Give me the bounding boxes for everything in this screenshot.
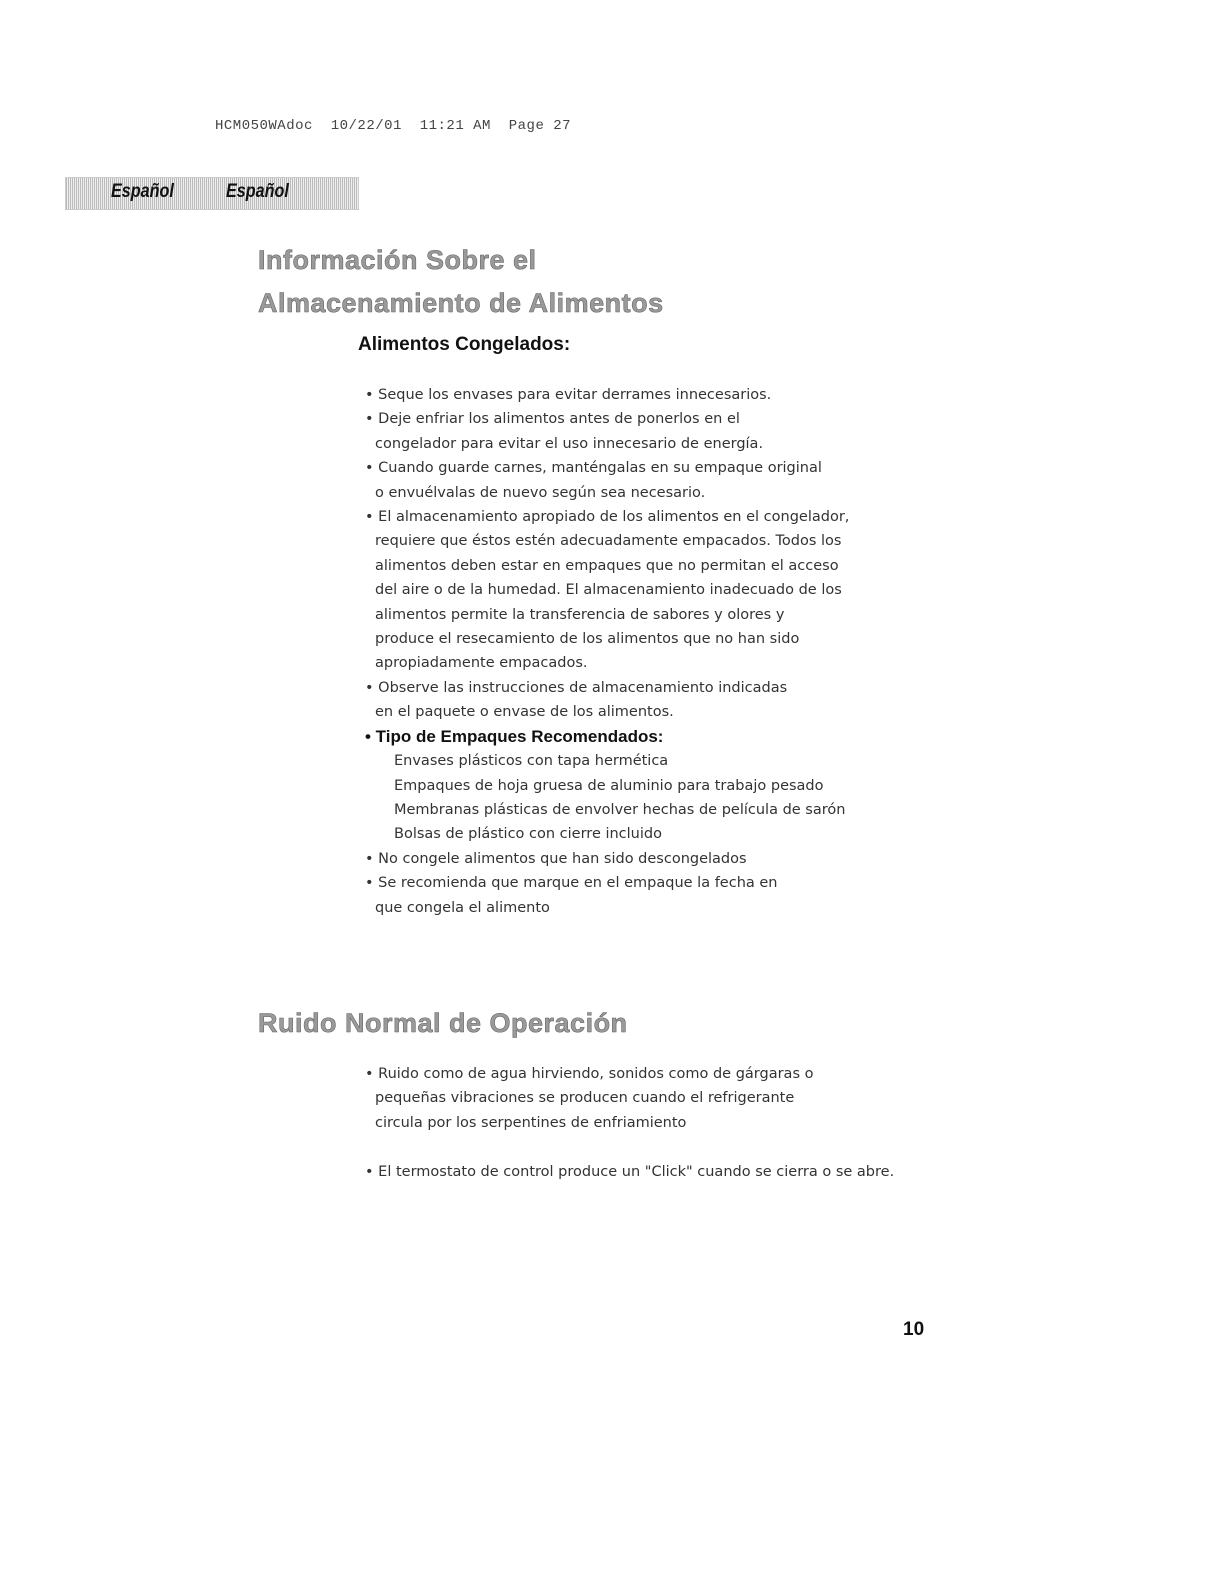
list-line: congelador para evitar el uso innecesario de energía.	[375, 435, 764, 452]
list-line: circula por los serpentines de enfriamiento	[375, 1114, 687, 1131]
list-line: produce el resecamiento de los alimentos que no han sido	[375, 631, 800, 648]
list-line: • Deje enfriar los alimentos antes de ponerlos en el	[365, 411, 740, 428]
section-title: Información Sobre el	[258, 245, 537, 275]
list-heading: • Tipo de Empaques Recomendados:	[365, 726, 664, 746]
page-number: 10	[903, 1319, 925, 1340]
list-line: Bolsas de plástico con cierre incluido	[394, 826, 662, 843]
list-line: Envases plásticos con tapa hermética	[394, 753, 669, 770]
list-line: pequeñas vibraciones se producen cuando el refrigerante	[375, 1090, 795, 1107]
list-line: • El termostato de control produce un "Click" cuando se cierra o se abre.	[365, 1163, 895, 1180]
section-title: Almacenamiento de Alimentos	[258, 288, 664, 318]
list-line: apropiadamente empacados.	[375, 655, 588, 672]
list-line: Membranas plásticas de envolver hechas de película de sarón	[394, 801, 846, 818]
list-line: • Ruido como de agua hirviendo, sonidos como de gárgaras o	[365, 1066, 814, 1082]
list-line: • No congele alimentos que han sido descongelados	[365, 850, 747, 867]
list-line: que congela el alimento	[375, 899, 550, 916]
list-line: alimentos permite la transferencia de sabores y olores y	[375, 606, 785, 623]
frozen-food-list	[365, 383, 849, 920]
noise-list	[365, 1062, 894, 1184]
list-line: en el paquete o envase de los alimentos.	[375, 704, 674, 721]
banner-label: Español	[226, 181, 289, 202]
print-header: HCM050WAdoc 10/22/01 11:21 AM Page 27	[215, 118, 572, 134]
list-line: • Observe las instrucciones de almacenamiento indicadas	[365, 679, 788, 696]
language-banner	[65, 177, 359, 210]
list-line: • El almacenamiento apropiado de los alimentos en el congelador,	[365, 509, 850, 526]
subsection-title: Alimentos Congelados:	[358, 334, 571, 355]
list-line: • Cuando guarde carnes, manténgalas en su empaque original	[365, 460, 822, 477]
list-line: o envuélvalas de nuevo según sea necesario.	[375, 484, 706, 501]
list-line: Empaques de hoja gruesa de aluminio para trabajo pesado	[394, 777, 824, 794]
list-line: alimentos deben estar en empaques que no permitan el acceso	[375, 557, 839, 574]
list-line: requiere que éstos estén adecuadamente empacados. Todos los	[375, 533, 842, 550]
list-line: del aire o de la humedad. El almacenamiento inadecuado de los	[375, 582, 842, 599]
section-title: Ruido Normal de Operación	[258, 1008, 628, 1038]
list-line: • Se recomienda que marque en el empaque la fecha en	[365, 875, 778, 892]
list-line: • Seque los envases para evitar derrames innecesarios.	[365, 387, 772, 403]
list-line	[365, 1135, 894, 1159]
banner-label: Español	[111, 181, 174, 202]
